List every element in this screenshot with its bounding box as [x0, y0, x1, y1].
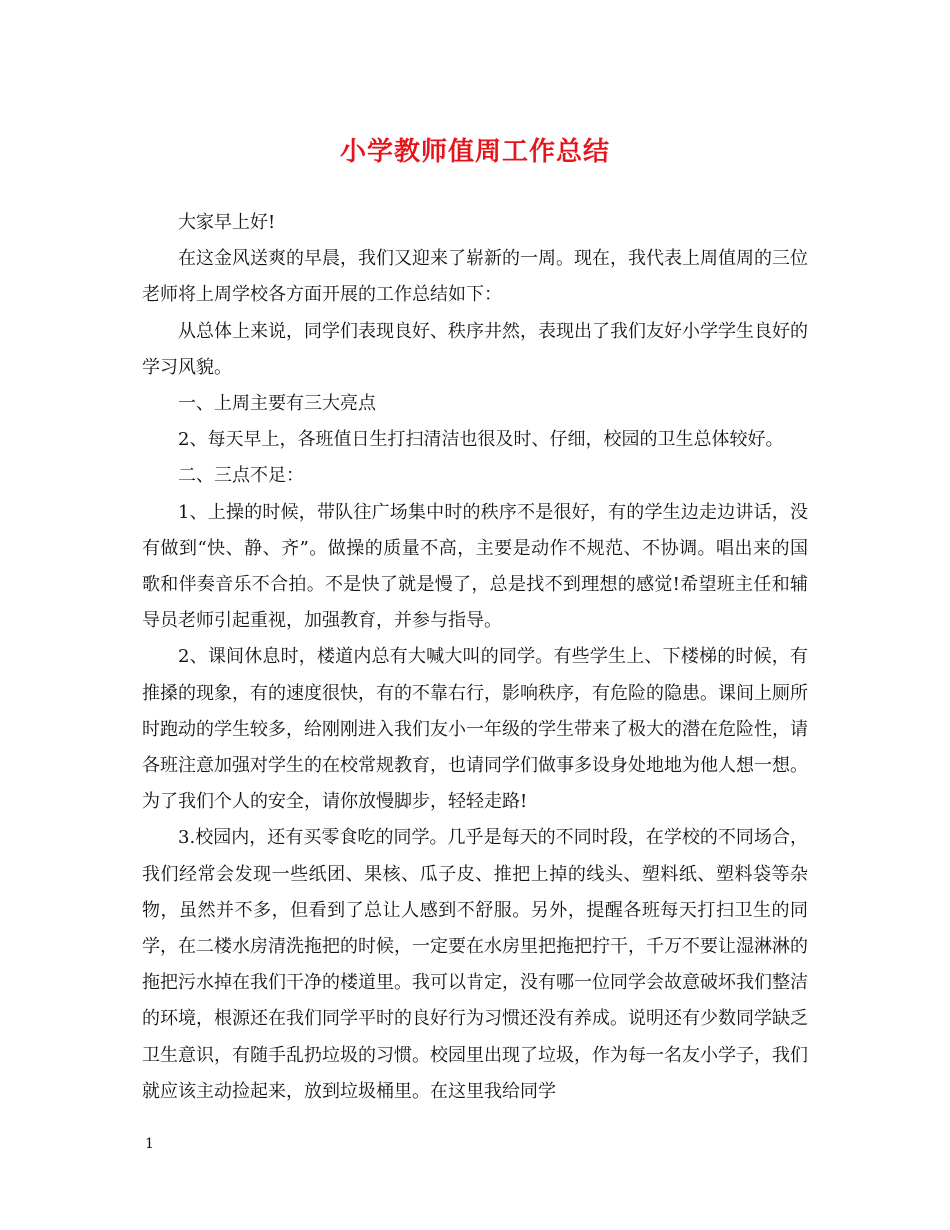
paragraph-shortcoming-2: 2、课间休息时，楼道内总有大喊大叫的同学。有些学生上、下楼梯的时候，有推搡的现象，有的速度很快，有的不靠右行，影响秩序，有危险的隐患。课间上厕所时跑动的学生较多，给刚刚进入我们友小一年级的学生带来了极大的潜在危险性，请各班注意加强对学生的在校常规教育，也请同学们做事多设身处地地为他人想一想。为了我们个人的安全，请你放慢脚步，轻轻走路! [142, 646, 808, 813]
page-number: 1 [145, 1136, 154, 1152]
paragraph-overall: 从总体上来说，同学们表现良好、秩序井然，表现出了我们友好小学学生良好的学习风貌。 [142, 320, 808, 378]
paragraph-shortcoming-1: 1、上操的时候，带队往广场集中时的秩序不是很好，有的学生边走边讲话，没有做到“快、静、齐”。做操的质量不高，主要是动作不规范、不协调。唱出来的国歌和伴奏音乐不合拍。不是快了就是慢了，总是找不到理想的感觉!希望班主任和辅导员老师引起重视，加强教育，并参与指导。 [142, 501, 808, 632]
paragraph-highlight-2: 2、每天早上，各班值日生打扫清洁也很及时、仔细，校园的卫生总体较好。 [178, 429, 784, 451]
paragraph-intro: 在这金风送爽的早晨，我们又迎来了崭新的一周。现在，我代表上周值周的三位老师将上周学校各方面开展的工作总结如下： [142, 248, 808, 306]
section-heading-shortcomings: 二、三点不足： [178, 465, 304, 487]
section-heading-highlights: 一、上周主要有三大亮点 [178, 393, 376, 415]
document-title: 小学教师值周工作总结 [339, 137, 610, 167]
document-body [142, 205, 808, 1110]
paragraph-shortcoming-3: 3.校园内，还有买零食吃的同学。几乎是每天的不同时段，在学校的不同场合，我们经常会发现一些纸团、果核、瓜子皮、推把上掉的线头、塑料纸、塑料袋等杂物，虽然并不多，但看到了总让人感到不舒服。另外，提醒各班每天打扫卫生的同学，在二楼水房清洗拖把的时候，一定要在水房里把拖把拧干，千万不要让湿淋淋的拖把污水掉在我们干净的楼道里。我可以肯定，没有哪一位同学会故意破坏我们整洁的环境，根源还在我们同学平时的良好行为习惯还没有养成。说明还有少数同学缺乏卫生意识，有随手乱扔垃圾的习惯。校园里出现了垃圾，作为每一名友小学子，我们就应该主动捡起来，放到垃圾桶里。在这里我给同学 [142, 827, 808, 1102]
paragraph-greeting: 大家早上好! [178, 212, 276, 233]
